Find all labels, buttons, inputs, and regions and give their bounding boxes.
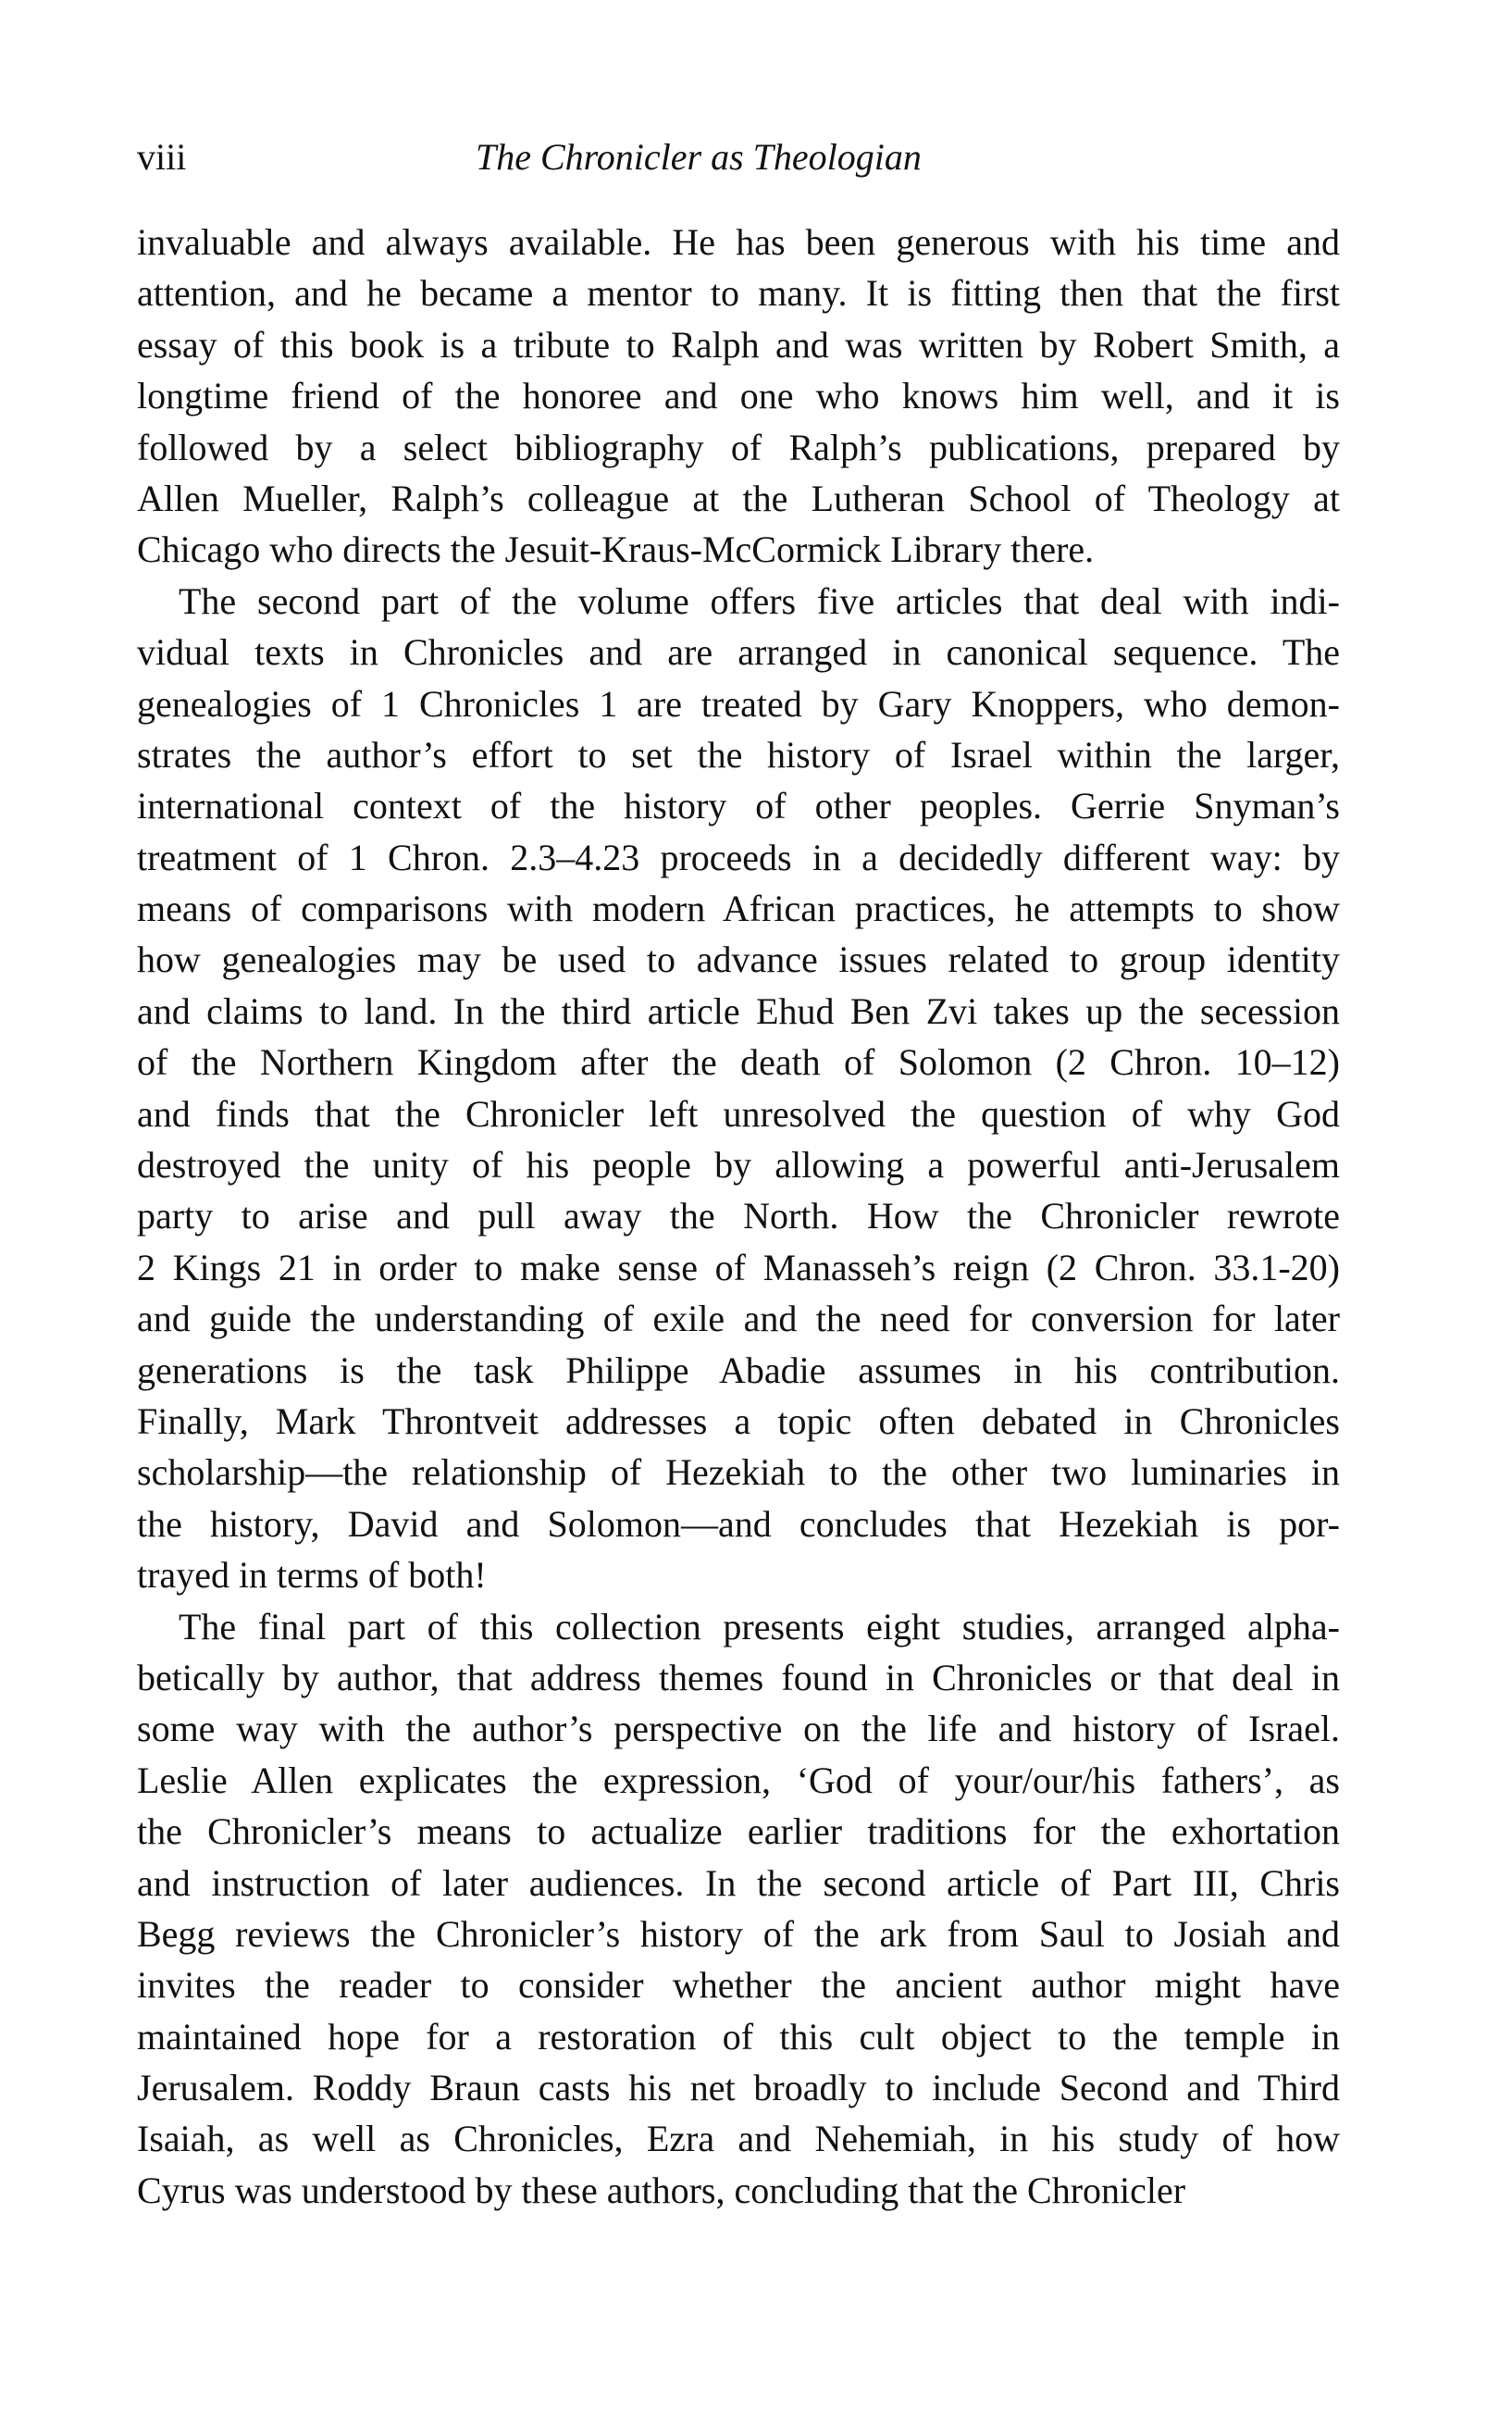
text-line: Finally, Mark Throntveit addresses a topic often debated in Chronicles (137, 1399, 1340, 1442)
text-line: The final part of this collection presents eight studies, arranged alpha- (179, 1605, 1340, 1647)
text-line: The second part of the volume offers five articles that deal with indi- (179, 579, 1340, 622)
text-line: Chicago who directs the Jesuit-Kraus-McCormick Library there. (137, 528, 1095, 571)
paragraph (137, 576, 1340, 1601)
book-page (137, 130, 1340, 2216)
paragraph (137, 1601, 1340, 2217)
text-line: Begg reviews the Chronicler’s history of the ark from Saul to Josiah and (137, 1912, 1340, 1955)
text-line: international context of the history of other peoples. Gerrie Snyman’s (137, 785, 1340, 827)
text-line: party to arise and pull away the North. How the Chronicler rewrote (137, 1195, 1340, 1237)
text-line: and instruction of later audiences. In the second article of Part III, Chris (137, 1861, 1340, 1904)
text-line: Cyrus was understood by these authors, concluding that the Chronicler (137, 2169, 1186, 2211)
text-line: of the Northern Kingdom after the death of Solomon (2 Chron. 10–12) (137, 1041, 1340, 1084)
text-line: genealogies of 1 Chronicles 1 are treated by Gary Knoppers, who demon- (137, 682, 1340, 725)
text-line: vidual texts in Chronicles and are arranged in canonical sequence. The (137, 631, 1340, 674)
running-title: The Chronicler as Theologian (476, 136, 922, 178)
text-line: Isaiah, as well as Chronicles, Ezra and Nehemiah, in his study of how (137, 2118, 1340, 2160)
text-line: generations is the task Philippe Abadie assumes in his contribution. (137, 1349, 1340, 1391)
text-line: maintained hope for a restoration of this cult object to the temple in (137, 2015, 1340, 2058)
text-line: invites the reader to consider whether the ancient author might have (137, 1964, 1340, 2007)
body-text (137, 217, 1340, 2216)
text-line: trayed in terms of both! (137, 1554, 487, 1597)
text-line: scholarship—the relationship of Hezekiah to the other two luminaries in (137, 1451, 1340, 1494)
paragraph (137, 217, 1340, 576)
text-line: how genealogies may be used to advance issues related to group identity (137, 939, 1340, 981)
text-line: some way with the author’s perspective on the life and history of Israel. (137, 1708, 1340, 1750)
text-line: and finds that the Chronicler left unresolved the question of why God (137, 1092, 1340, 1135)
text-line: the Chronicler’s means to actualize earlier traditions for the exhortation (137, 1810, 1340, 1853)
text-line: Jerusalem. Roddy Braun casts his net broadly to include Second and Third (137, 2067, 1340, 2109)
text-line: betically by author, that address themes found in Chronicles or that deal in (137, 1656, 1340, 1698)
text-line: and claims to land. In the third article Ehud Ben Zvi takes up the secession (137, 989, 1340, 1032)
text-line: treatment of 1 Chron. 2.3–4.23 proceeds in a decidedly different way: by (137, 836, 1340, 878)
text-line: Allen Mueller, Ralph’s colleague at the Lutheran School of Theology at (137, 477, 1340, 519)
page-number: viii (137, 136, 187, 178)
text-line: invaluable and always available. He has been generous with his time and (137, 221, 1340, 263)
text-line: strates the author’s effort to set the history of Israel within the larger, (137, 733, 1340, 776)
text-line: 2 Kings 21 in order to make sense of Manasseh’s reign (2 Chron. 33.1-20) (137, 1246, 1340, 1288)
running-head (137, 130, 1340, 185)
text-line: and guide the understanding of exile and the need for conversion for later (137, 1298, 1340, 1340)
text-line: destroyed the unity of his people by allowing a powerful anti-Jerusalem (137, 1144, 1340, 1187)
text-line: means of comparisons with modern African practices, he attempts to show (137, 888, 1340, 930)
text-line: attention, and he became a mentor to many. It is fitting then that the first (137, 272, 1340, 315)
text-line: followed by a select bibliography of Ralph’s publications, prepared by (137, 426, 1340, 468)
text-line: longtime friend of the honoree and one who knows him well, and it is (137, 375, 1340, 417)
text-line: Leslie Allen explicates the expression, ‘God of your/our/his fathers’, as (137, 1759, 1340, 1801)
text-line: the history, David and Solomon—and concludes that Hezekiah is por- (137, 1502, 1340, 1545)
text-line: essay of this book is a tribute to Ralph and was written by Robert Smith, a (137, 323, 1340, 366)
